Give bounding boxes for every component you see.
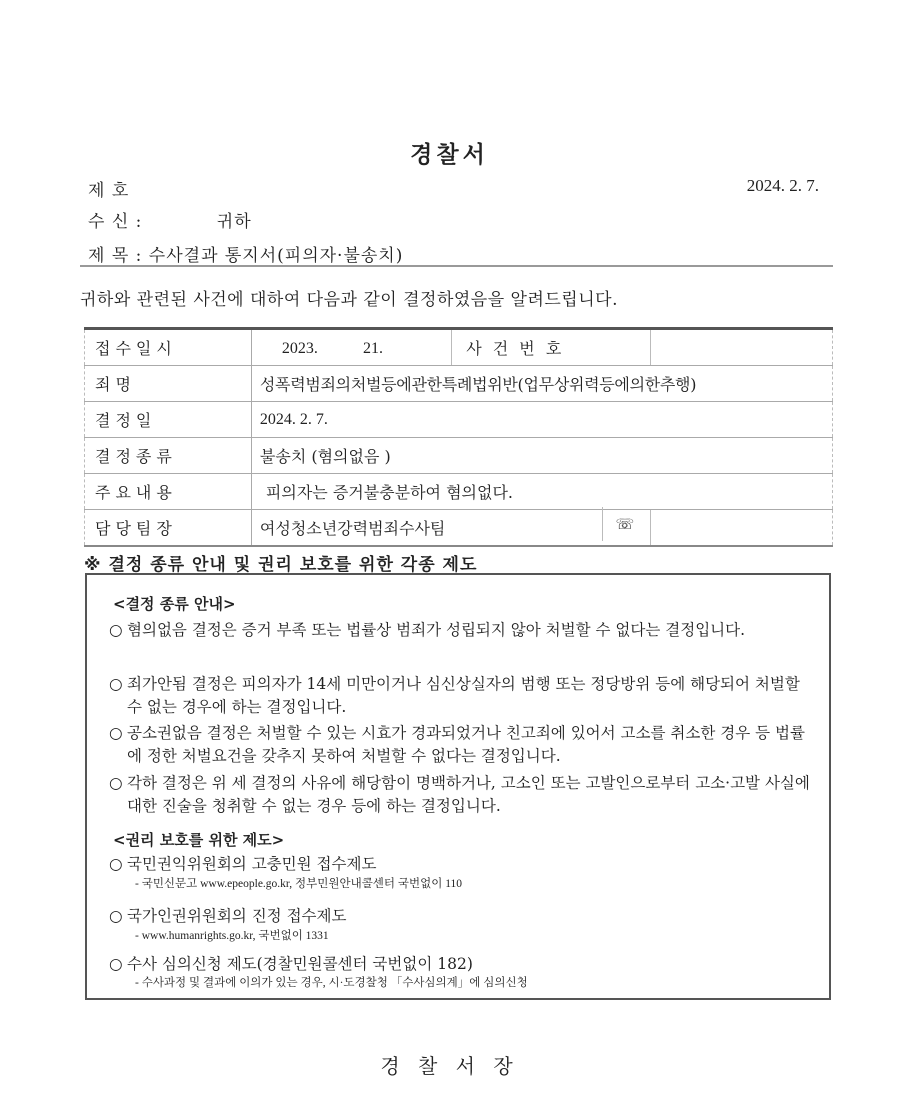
received-value: [251, 329, 451, 366]
decision-type-label: 결정종류: [85, 438, 252, 474]
decision-type-text: 공소권없음 결정은 처벌할 수 있는 시효가 경과되었거나 친고죄에 있어서 고소를 취소한 경우 등 법률에 정한 처벌요건을 갖추지 못하여 처벌할 수 없다는 결정입니다.: [127, 724, 805, 765]
bullet-icon: ○: [109, 774, 123, 792]
header-divider: [80, 265, 833, 267]
bullet-icon: ○: [109, 907, 123, 925]
decision-type-text: 혐의없음 결정은 증거 부족 또는 법률상 범죄가 성립되지 않아 처벌할 수 없다는 결정입니다.: [127, 621, 746, 639]
phone-icon: ☏: [602, 507, 640, 541]
bullet-icon: ○: [109, 675, 123, 693]
table-row: [85, 474, 833, 510]
team-name: 여성청소년강력범죄수사팀: [259, 519, 446, 538]
bullet-icon: ○: [109, 621, 123, 639]
notice-box: [85, 573, 831, 1000]
rights-detail: - www.humanrights.go.kr, 국번없이 1331: [135, 930, 329, 942]
charge-label: 죄명: [85, 366, 252, 402]
decision-types-heading: <결정 종류 안내>: [113, 595, 236, 613]
bullet-icon: ○: [109, 724, 123, 742]
table-row: [85, 438, 833, 474]
bullet-icon: ○: [109, 955, 123, 973]
decision-type-item: [109, 772, 814, 818]
rights-detail: - 국민신문고 www.epeople.go.kr, 정부민원안내콜센터 국번없이 110: [135, 878, 463, 890]
decision-type-item: [109, 673, 814, 719]
table-row: [85, 329, 833, 366]
rights-title: 국민권익위원회의 고충민원 접수제도: [127, 855, 377, 873]
bullet-icon: ○: [109, 855, 123, 873]
received-year: 2023.: [281, 339, 318, 357]
notice-heading: ※ 결정 종류 안내 및 권리 보호를 위한 각종 제도: [84, 555, 478, 575]
decision-type-text: 죄가안됨 결정은 피의자가 14세 미만이거나 심신상실자의 범행 또는 정당방위 등에 해당되어 처벌할 수 없는 경우에 하는 결정입니다.: [127, 675, 800, 716]
summary-value: 피의자는 증거불충분하여 혐의없다.: [251, 474, 832, 510]
received-label: 접수일시: [85, 329, 252, 366]
recipient-value: 귀하: [216, 212, 252, 232]
rights-item: [109, 853, 814, 876]
table-row: [85, 510, 833, 547]
subject-label: 제 목 :: [88, 246, 143, 266]
table-row: [85, 402, 833, 438]
summary-label: 주요내용: [85, 474, 252, 510]
case-number-label: 사 건 번 호: [452, 329, 651, 366]
document-title: 경찰서: [410, 142, 489, 168]
received-day: 21.: [363, 339, 383, 357]
subject-row: [88, 241, 403, 266]
rights-detail: - 수사과정 및 결과에 이의가 있는 경우, 시·도경찰청 「수사심의계」에 심의신청: [135, 977, 528, 989]
recipient-row: [88, 207, 252, 232]
decision-type-value: 불송치 (혐의없음 ): [251, 438, 832, 474]
subject-value: 수사결과 통지서(피의자·불송치): [148, 246, 404, 266]
team-label: 담당팀장: [85, 510, 252, 547]
rights-title: 국가인권위원회의 진정 접수제도: [127, 907, 347, 925]
table-row: [85, 366, 833, 402]
rights-item: [109, 953, 814, 976]
document-date: 2024. 2. 7.: [746, 176, 819, 195]
signature: 경 찰 서 장: [380, 1054, 519, 1078]
document-number-label: 제 호: [88, 181, 130, 201]
decision-date-value: 2024. 2. 7.: [251, 402, 832, 438]
decision-date-label: 결정일: [85, 402, 252, 438]
rights-heading: <권리 보호를 위한 제도>: [113, 831, 285, 849]
team-value: [251, 510, 650, 547]
recipient-label: 수 신 :: [88, 212, 143, 232]
decision-type-item: [109, 722, 814, 768]
decision-type-text: 각하 결정은 위 세 결정의 사유에 해당함이 명백하거나, 고소인 또는 고발인으로부터 고소·고발 사실에 대한 진술을 청취할 수 없는 경우 등에 하는 결정입니다.: [127, 774, 810, 815]
decision-type-item: [109, 619, 814, 642]
case-info-table: [84, 327, 833, 547]
intro-text: 귀하와 관련된 사건에 대하여 다음과 같이 결정하였음을 알려드립니다.: [80, 290, 618, 310]
rights-item: [109, 905, 814, 928]
case-number-value: [651, 329, 833, 366]
phone-value: [651, 510, 833, 547]
charge-value: 성폭력범죄의처벌등에관한특례법위반(업무상위력등에의한추행): [251, 366, 832, 402]
rights-title: 수사 심의신청 제도(경찰민원콜센터 국번없이 182): [127, 955, 473, 973]
